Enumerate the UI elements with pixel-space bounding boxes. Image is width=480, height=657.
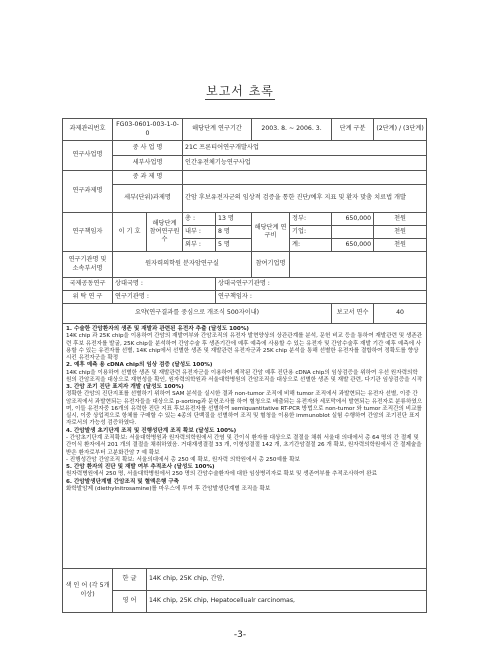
subject-main-row bbox=[63, 171, 427, 185]
subject-detail-value: 간암 후보유전자군의 임상적 검증을 통한 진단/예후 지표 및 환자 맞춤 치료법 개발 bbox=[183, 185, 427, 213]
consign-org-label: 연구기관명 : bbox=[115, 292, 149, 300]
task-no-value: FG03-0601-003-1-0-0 bbox=[113, 119, 183, 141]
summary-text-3: 정확한 간암의 진단지표를 선별하기 위하여 SAM 분석을 실시한 결과 non-tumor 조직에 비해 tumor 조직에서 과발현되는 유전자 선별, 이중 간암조직에서 과발현되는 유전자들을 대상으로 p-sorting과 문헌조사를 하여 혈청으로 배출되는 유전자와 세포막에서 발현되는 유전자로 분류하였으며, 이들 유전자중 16개의 유력한 진단 지표 후보유전자를 선별하여 semiquantitative RT-PCR 방법으로 non-tumor 와 tumor 조직간의 비교를 실시, 이중 상업적으로 항체를 구매할 수 있는 4종의 단백질을 선별하여 조직 및 혈청을 이용한 immunoblot 실험 수행하여 간암의 조기진단 표지자로서의 가능성 검증하였다. bbox=[66, 391, 423, 427]
task-no-label: 과제관리번호 bbox=[63, 119, 113, 141]
stage-value: (2단계) / (3단계) bbox=[374, 119, 427, 141]
gov-label: 정부: bbox=[290, 213, 332, 226]
sum-label: 계: bbox=[290, 239, 332, 252]
report-title: 보고서 초록 bbox=[206, 84, 274, 98]
org-label: 연구기관명 및 소속부서명 bbox=[63, 252, 113, 278]
summary-heading-1: 1. 수술한 간암환자의 생존 및 재발과 관련된 유전자 추출 (달성도 100%) bbox=[66, 326, 249, 332]
keyword-en-label: 영 어 bbox=[113, 591, 147, 613]
pi-label: 연구책임자 bbox=[63, 213, 113, 252]
researchers-label: 해당단계 참여연구원수 bbox=[147, 213, 183, 252]
period-label: 해당단계 연구기간 bbox=[183, 119, 252, 141]
consign-label: 위 탁 연 구 bbox=[63, 291, 113, 304]
summary-text-2: 14K chip을 이용하여 선별한 생존 및 재발관련 유전자군을 이용하여 제작된 간암 예후 진단용 cDNA chip의 임상검증을 위하여 우선 원자력의학원의 간암조직을 대상으로 재현성을 확인, 원자력의학원과 서울대학병원의 간암조직을 대상으로 선별한 생존 및 재발 관련, 다기관 임상검증을 시작 bbox=[66, 369, 423, 383]
page-number: -3- bbox=[233, 630, 247, 640]
cost-label: 해당단계 연구비 bbox=[252, 213, 290, 252]
internal-value: 8 bbox=[218, 227, 222, 235]
summary-row bbox=[63, 324, 427, 569]
subject-label: 연구과제명 bbox=[63, 171, 113, 213]
corp-label: 기업: bbox=[290, 226, 332, 239]
project-main-label: 중 사 업 명 bbox=[113, 141, 183, 156]
staff-row-1 bbox=[63, 213, 427, 226]
subject-detail-row bbox=[63, 185, 427, 213]
internal-label: 내부 : bbox=[183, 226, 216, 239]
project-label: 연구사업명 bbox=[63, 141, 113, 171]
summary-heading-6: 6. 간암발생단계별 간암조직 및 혈액은행 구축 bbox=[66, 478, 180, 485]
partner-org-label: 상대국연구기관명 : bbox=[218, 279, 270, 287]
keyword-en-row bbox=[63, 591, 427, 613]
gov-value: 650,000 bbox=[332, 213, 374, 226]
period-value: 2003. 8. ~ 2006. 3. bbox=[252, 119, 332, 141]
title-underline bbox=[205, 99, 275, 100]
intl-row bbox=[63, 278, 427, 291]
company-value bbox=[290, 252, 427, 278]
internal-count bbox=[216, 226, 252, 239]
external-value: 5 bbox=[218, 240, 222, 248]
external-count bbox=[216, 239, 252, 252]
keywords-label: 색 인 어 (각 5개 이상) bbox=[63, 569, 113, 613]
summary-text-6: 화학발암제 (diethylnitrosamine)를 마우스에 투여 후 간암발생단계별 조직을 확보 bbox=[66, 485, 271, 492]
intl-label: 국제공동연구 bbox=[63, 278, 113, 291]
intl-partner bbox=[113, 278, 216, 291]
company-label: 참여기업명 bbox=[252, 252, 290, 278]
org-row bbox=[63, 252, 427, 278]
subject-detail-label: 세부(단위)과제명 bbox=[113, 185, 183, 213]
keyword-en-value: 14K chip, 25K chip, Hepatocellualr carcinomas, bbox=[147, 591, 427, 613]
task-number-row bbox=[63, 119, 427, 141]
summary-header-label: 요약(연구결과를 중심으로 개조식 500자이내) bbox=[63, 304, 332, 324]
summary-heading-4: 4. 간암발생 초기단계 조직 및 진행성단계 조직 확보 (달성도 100%) bbox=[66, 427, 237, 434]
project-detail-label: 세부사업명 bbox=[113, 156, 183, 171]
external-unit: 명 bbox=[223, 240, 230, 248]
project-detail-value: 인간유전체기능연구사업 bbox=[183, 156, 427, 171]
keyword-ko-value: 14K chip, 25K chip, 간암, bbox=[147, 569, 427, 591]
subject-main-value bbox=[183, 171, 427, 185]
sum-value: 650,000 bbox=[332, 239, 374, 252]
subject-main-label: 중 과 제 명 bbox=[113, 171, 183, 185]
total-unit: 명 bbox=[227, 214, 234, 222]
consign-row bbox=[63, 291, 427, 304]
summary-body bbox=[63, 324, 427, 569]
summary-text-5: 원자력병원에서 250 명, 서울대학병원에서 250 명의 간암수술환자에 대한 임상병리자료 확보 및 생존여부를 추적조사하여 완료 bbox=[66, 471, 378, 478]
keyword-ko-label: 한 글 bbox=[113, 569, 147, 591]
summary-heading-2: 2. 예후 예측 용 cDNA chip의 임상 검증 (달성도 100%) bbox=[66, 362, 213, 369]
internal-unit: 명 bbox=[223, 227, 230, 235]
summary-text-1: 14K chip 과 25K chip을 이용하여 간암의 재발여부와 간암조직의 유전자 발현양상의 상관관계를 분석, 문헌 비교 등을 통하여 재발관련 및 생존관련 후보 유전자를 발굴, 25K chip을 분석하여 간암수술 후 생존기간에 예후 예측에 사용할 수 있는 유전자 및 간암수술후 재발 기간 예후 예측에 사용할 수 있는 유전자를 선별, 14K chip에서 선별한 생존 및 재발관련 유전자군과 25K chip 분석을 통해 선별한 유전자를 결합하여 정확도를 향상시킨 유전자군을 확정 bbox=[66, 333, 423, 362]
project-main-row bbox=[63, 141, 427, 156]
pages-value: 40 bbox=[374, 304, 427, 324]
total-value: 13 bbox=[218, 214, 226, 222]
org-value: 원자력의학원 분자암연구실 bbox=[113, 252, 252, 278]
corp-unit: 천원 bbox=[374, 226, 427, 239]
consign-pi-label: 연구책임자 : bbox=[218, 292, 252, 300]
summary-header-row bbox=[63, 304, 427, 324]
corp-value bbox=[332, 226, 374, 239]
stage-label: 단계 구분 bbox=[332, 119, 374, 141]
total-label: 총 : bbox=[183, 213, 216, 226]
summary-heading-3: 3. 간암 조기 진단 표지자 개발 (달성도 100%) bbox=[66, 384, 184, 391]
total-count bbox=[216, 213, 252, 226]
external-label: 외부 : bbox=[183, 239, 216, 252]
project-main-value: 21C 프론티어연구개발사업 bbox=[183, 141, 427, 156]
pi-name: 이 기 호 bbox=[113, 213, 147, 252]
summary-heading-5: 5. 간암 환자의 진단 및 재발 여부 추적조사 (달성도 100%) bbox=[66, 464, 215, 471]
consign-pi bbox=[216, 291, 427, 304]
sum-unit: 천원 bbox=[374, 239, 427, 252]
report-abstract-form bbox=[62, 118, 427, 613]
partner-label: 상대국명 : bbox=[115, 279, 143, 287]
gov-unit: 천원 bbox=[374, 213, 427, 226]
intl-partner-org bbox=[216, 278, 427, 291]
pages-label: 보고서 면수 bbox=[332, 304, 374, 324]
consign-org bbox=[113, 291, 216, 304]
project-detail-row bbox=[63, 156, 427, 171]
summary-text-4: - 간암초기단계 조직확보: 서울대학병원과 원자력의학원에서 간염 및 간이식 환자를 대상으로 결절을 채취 서울대 의대에서 총 64 명의 간 절제 및 간이식 환자에서 201 개의 결절을 채취하였음. 거대재생결절 33 개, 이형성결절 142 개, 초기간암결절 26 개 확보, 원자력의학원에서 간 절제술을 받은 환자로부터 고분화간암 7 예 확보 - 진행성간암 간암조직 확보: 서울의대에서 총 250 예 확보, 원자력 의학원에서 총 250예를 확보 bbox=[66, 434, 422, 463]
keyword-ko-row bbox=[63, 569, 427, 591]
